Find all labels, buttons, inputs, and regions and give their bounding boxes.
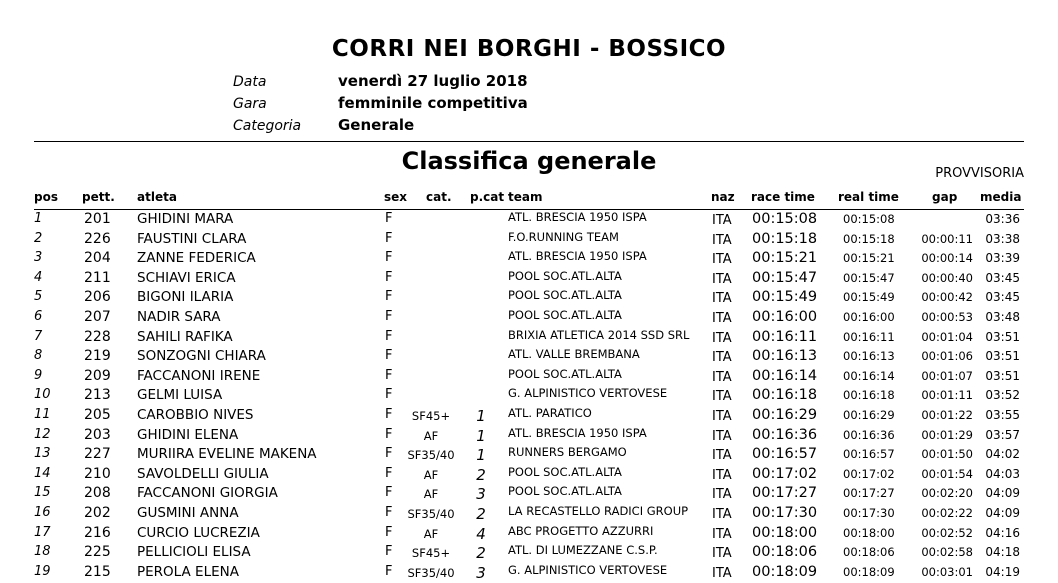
cell-category-position: 1: [476, 407, 486, 425]
cell-category: SF35/40: [407, 448, 455, 463]
cell-sex: F: [385, 485, 393, 501]
cell-nationality: ITA: [712, 252, 732, 268]
cell-athlete: GHIDINI ELENA: [137, 426, 239, 443]
table-row: [0, 289, 1058, 309]
cell-real-time: 00:15:21: [843, 251, 895, 266]
cell-athlete: ZANNE FEDERICA: [137, 250, 256, 267]
cell-team: F.O.RUNNING TEAM: [508, 229, 619, 244]
cell-sex: F: [385, 309, 393, 324]
cell-pace: 03:51: [985, 349, 1020, 364]
cell-team: POOL SOC.ATL.ALTA: [508, 464, 622, 479]
cell-pos: 5: [34, 289, 43, 305]
table-row: [0, 387, 1058, 407]
cell-pos: 9: [34, 367, 43, 383]
cell-bib: 205: [84, 407, 111, 423]
cell-pos: 17: [34, 524, 51, 540]
cell-sex: F: [385, 426, 393, 442]
cell-pos: 11: [34, 407, 51, 422]
cell-real-time: 00:15:08: [843, 212, 895, 226]
cell-bib: 215: [84, 563, 111, 580]
cell-nationality: ITA: [712, 389, 732, 405]
cell-nationality: ITA: [712, 546, 732, 562]
cell-race-time: 00:17:27: [752, 485, 818, 502]
cell-pace: 03:38: [985, 231, 1020, 246]
cell-pace: 03:57: [985, 427, 1020, 442]
cell-nationality: ITA: [712, 291, 732, 307]
cell-team: RUNNERS BERGAMO: [508, 445, 627, 460]
cell-nationality: ITA: [712, 467, 732, 483]
cell-category: SF35/40: [407, 507, 455, 521]
cell-team: G. ALPINISTICO VERTOVESE: [508, 386, 668, 401]
cell-category: SF35/40: [407, 565, 455, 580]
cell-real-time: 00:15:18: [843, 231, 895, 246]
meta-value-data: venerdì 27 luglio 2018: [338, 72, 528, 90]
cell-nationality: ITA: [712, 409, 732, 424]
cell-category: AF: [423, 467, 439, 482]
cell-pace: 03:39: [985, 251, 1020, 266]
cell-real-time: 00:18:09: [843, 564, 895, 579]
cell-pos: 13: [34, 446, 51, 462]
cell-gap: 00:00:11: [921, 231, 973, 246]
cell-real-time: 00:16:18: [843, 388, 895, 403]
cell-race-time: 00:15:21: [752, 250, 818, 267]
status-label: PROVVISORIA: [935, 166, 1024, 181]
cell-nationality: ITA: [712, 330, 732, 346]
table-row: [0, 329, 1058, 349]
cell-team: ATL. PARATICO: [508, 406, 592, 420]
cell-race-time: 00:15:08: [752, 211, 818, 227]
cell-bib: 228: [84, 328, 111, 345]
divider-top: [34, 141, 1024, 142]
cell-real-time: 00:18:00: [843, 525, 895, 540]
cell-sex: F: [385, 407, 393, 422]
cell-bib: 225: [84, 544, 111, 561]
cell-real-time: 00:15:47: [843, 270, 895, 285]
cell-team: LA RECASTELLO RADICI GROUP: [508, 504, 689, 518]
cell-athlete: FACCANONI IRENE: [137, 367, 261, 384]
cell-race-time: 00:17:30: [752, 505, 818, 521]
cell-category-position: 2: [476, 544, 486, 563]
cell-nationality: ITA: [712, 448, 732, 464]
cell-race-time: 00:18:06: [752, 544, 818, 561]
cell-pace: 03:51: [985, 329, 1020, 344]
cell-gap: 00:01:29: [921, 427, 973, 442]
cell-nationality: ITA: [712, 487, 732, 503]
cell-pos: 14: [34, 465, 51, 481]
cell-pace: 04:16: [985, 525, 1020, 540]
cell-race-time: 00:16:13: [752, 348, 818, 365]
cell-sex: F: [385, 230, 393, 246]
cell-race-time: 00:18:09: [752, 563, 818, 580]
cell-gap: 00:01:04: [921, 329, 973, 344]
cell-team: G. ALPINISTICO VERTOVESE: [508, 562, 668, 577]
cell-athlete: SONZOGNI CHIARA: [137, 348, 266, 365]
cell-category: SF45+: [411, 409, 451, 423]
cell-category-position: 2: [476, 505, 486, 523]
cell-pace: 04:09: [985, 486, 1020, 501]
cell-pos: 3: [34, 250, 43, 266]
cell-pace: 04:18: [985, 545, 1020, 560]
header-atleta: atleta: [137, 190, 177, 204]
cell-category-position: 3: [476, 485, 486, 504]
cell-bib: 227: [84, 446, 111, 463]
header-cat: cat.: [426, 190, 452, 204]
cell-bib: 211: [84, 269, 111, 286]
cell-bib: 210: [84, 465, 111, 482]
cell-pos: 6: [34, 309, 43, 324]
cell-bib: 209: [84, 367, 111, 384]
table-row: [0, 485, 1058, 505]
cell-team: ABC PROGETTO AZZURRI: [508, 523, 654, 538]
cell-team: ATL. BRESCIA 1950 ISPA: [508, 210, 647, 224]
cell-sex: F: [385, 367, 393, 383]
cell-athlete: SCHIAVI ERICA: [137, 269, 236, 286]
cell-gap: 00:02:22: [921, 506, 973, 520]
cell-athlete: FAUSTINI CLARA: [137, 230, 247, 247]
table-row: [0, 231, 1058, 251]
cell-nationality: ITA: [712, 507, 732, 522]
cell-team: ATL. BRESCIA 1950 ISPA: [508, 249, 647, 264]
cell-race-time: 00:16:29: [752, 407, 818, 423]
cell-gap: 00:01:50: [921, 447, 973, 462]
cell-pace: 04:09: [985, 506, 1020, 520]
cell-gap: 00:00:42: [921, 290, 973, 305]
cell-bib: 213: [84, 387, 111, 404]
table-row: [0, 368, 1058, 388]
cell-pos: 19: [34, 563, 51, 579]
table-row: [0, 525, 1058, 545]
cell-pos: 18: [34, 544, 51, 560]
table-row: [0, 348, 1058, 368]
cell-nationality: ITA: [712, 565, 732, 581]
cell-gap: 00:01:07: [921, 368, 973, 383]
cell-team: ATL. DI LUMEZZANE C.S.P.: [508, 543, 658, 558]
cell-real-time: 00:17:30: [843, 506, 895, 520]
cell-race-time: 00:17:02: [752, 465, 818, 482]
cell-real-time: 00:18:06: [843, 545, 895, 560]
cell-pace: 03:45: [985, 270, 1020, 285]
cell-athlete: CAROBBIO NIVES: [137, 407, 254, 423]
cell-gap: 00:01:06: [921, 349, 973, 364]
meta-label-data: Data: [233, 74, 267, 90]
cell-real-time: 00:16:36: [843, 427, 895, 442]
cell-sex: F: [385, 348, 393, 364]
table-row: [0, 250, 1058, 270]
header-pos: pos: [34, 190, 58, 204]
cell-athlete: FACCANONI GIORGIA: [137, 485, 278, 502]
cell-team: ATL. VALLE BREMBANA: [508, 347, 640, 362]
cell-race-time: 00:16:36: [752, 426, 818, 443]
meta-label-gara: Gara: [233, 96, 267, 112]
cell-gap: 00:01:22: [921, 408, 973, 422]
cell-sex: F: [385, 211, 393, 226]
cell-bib: 206: [84, 289, 111, 306]
cell-pos: 1: [34, 211, 43, 226]
cell-gap: 00:01:11: [921, 388, 973, 403]
cell-sex: F: [385, 269, 393, 285]
section-title: Classifica generale: [401, 147, 657, 175]
cell-athlete: MURIIRA EVELINE MAKENA: [137, 446, 317, 463]
cell-pace: 03:55: [985, 408, 1020, 422]
cell-bib: 216: [84, 524, 111, 541]
cell-pos: 2: [34, 230, 43, 246]
cell-pos: 10: [34, 387, 51, 403]
table-row: [0, 270, 1058, 290]
cell-bib: 226: [84, 230, 111, 247]
cell-bib: 219: [84, 348, 111, 365]
cell-athlete: PELLICIOLI ELISA: [137, 544, 251, 561]
cell-bib: 204: [84, 250, 111, 267]
table-row: [0, 544, 1058, 564]
cell-category-position: 3: [476, 563, 486, 582]
cell-category-position: 1: [476, 426, 486, 445]
cell-gap: 00:00:14: [921, 251, 973, 266]
cell-race-time: 00:15:47: [752, 269, 818, 286]
cell-real-time: 00:16:57: [843, 447, 895, 462]
cell-athlete: PEROLA ELENA: [137, 563, 239, 580]
cell-category-position: 2: [476, 465, 486, 484]
cell-nationality: ITA: [712, 271, 732, 287]
cell-category-position: 4: [476, 524, 486, 543]
meta-value-gara: femminile competitiva: [338, 94, 528, 112]
cell-sex: F: [385, 446, 393, 462]
cell-pos: 12: [34, 426, 51, 442]
cell-pos: 15: [34, 485, 51, 501]
table-row: [0, 466, 1058, 486]
cell-gap: 00:00:53: [921, 310, 973, 324]
cell-athlete: BIGONI ILARIA: [137, 289, 234, 306]
cell-nationality: ITA: [712, 232, 732, 248]
cell-pos: 4: [34, 269, 43, 285]
cell-nationality: ITA: [712, 526, 732, 542]
cell-athlete: CURCIO LUCREZIA: [137, 524, 260, 541]
cell-gap: 00:02:58: [921, 545, 973, 560]
cell-real-time: 00:16:29: [843, 408, 895, 422]
cell-pace: 04:02: [985, 447, 1020, 462]
cell-athlete: SAVOLDELLI GIULIA: [137, 465, 269, 482]
cell-pace: 03:51: [985, 368, 1020, 383]
cell-bib: 207: [84, 309, 111, 325]
cell-sex: F: [385, 250, 393, 266]
header-race-time: race time: [751, 190, 815, 204]
cell-race-time: 00:18:00: [752, 524, 818, 541]
cell-real-time: 00:17:02: [843, 466, 895, 481]
cell-pos: 7: [34, 328, 43, 344]
cell-real-time: 00:16:14: [843, 368, 895, 383]
table-row: [0, 564, 1058, 583]
cell-race-time: 00:15:18: [752, 230, 818, 247]
cell-nationality: ITA: [712, 350, 732, 366]
cell-team: POOL SOC.ATL.ALTA: [508, 366, 622, 381]
cell-pace: 03:36: [985, 212, 1020, 226]
cell-team: ATL. BRESCIA 1950 ISPA: [508, 425, 647, 440]
cell-category-position: 1: [476, 446, 486, 465]
header-naz: naz: [711, 190, 735, 204]
cell-race-time: 00:16:14: [752, 367, 818, 384]
cell-sex: F: [385, 524, 393, 540]
cell-nationality: ITA: [712, 428, 732, 444]
cell-team: POOL SOC.ATL.ALTA: [508, 308, 622, 322]
cell-race-time: 00:15:49: [752, 289, 818, 306]
header-team: team: [508, 190, 543, 204]
table-row: [0, 407, 1058, 427]
meta-value-categoria: Generale: [338, 116, 415, 134]
cell-bib: 201: [84, 211, 111, 227]
cell-sex: F: [385, 505, 393, 520]
header-sex: sex: [384, 190, 408, 204]
cell-nationality: ITA: [712, 213, 732, 228]
cell-race-time: 00:16:11: [752, 328, 818, 345]
cell-real-time: 00:17:27: [843, 486, 895, 501]
cell-pace: 04:19: [985, 564, 1020, 579]
cell-sex: F: [385, 328, 393, 344]
cell-sex: F: [385, 563, 393, 579]
cell-sex: F: [385, 289, 393, 305]
header-pcat: p.cat: [470, 190, 505, 204]
cell-gap: 00:00:40: [921, 270, 973, 285]
page-title: CORRI NEI BORGHI - BOSSICO: [331, 36, 727, 62]
cell-team: POOL SOC.ATL.ALTA: [508, 288, 622, 303]
cell-nationality: ITA: [712, 369, 732, 385]
table-row: [0, 309, 1058, 329]
cell-gap: 00:03:01: [921, 564, 973, 579]
cell-race-time: 00:16:18: [752, 387, 818, 404]
cell-bib: 203: [84, 426, 111, 443]
cell-sex: F: [385, 387, 393, 403]
table-row: [0, 427, 1058, 447]
cell-bib: 202: [84, 505, 111, 521]
cell-athlete: GHIDINI MARA: [137, 211, 234, 227]
cell-pace: 03:52: [985, 388, 1020, 403]
cell-team: POOL SOC.ATL.ALTA: [508, 484, 622, 499]
cell-real-time: 00:16:11: [843, 329, 895, 344]
cell-nationality: ITA: [712, 311, 732, 326]
table-row: [0, 505, 1058, 525]
cell-team: BRIXIA ATLETICA 2014 SSD SRL: [508, 327, 690, 342]
cell-sex: F: [385, 465, 393, 481]
cell-athlete: GUSMINI ANNA: [137, 505, 239, 521]
cell-category: AF: [423, 526, 439, 541]
cell-real-time: 00:16:00: [843, 310, 895, 324]
cell-gap: 00:02:52: [921, 525, 973, 540]
cell-athlete: NADIR SARA: [137, 309, 221, 325]
cell-race-time: 00:16:00: [752, 309, 818, 325]
header-real-time: real time: [838, 190, 899, 204]
cell-category: AF: [423, 428, 439, 443]
cell-bib: 208: [84, 485, 111, 502]
cell-gap: 00:01:54: [921, 466, 973, 481]
table-row: [0, 211, 1058, 231]
header-media: media: [980, 190, 1022, 204]
cell-pos: 8: [34, 348, 43, 364]
cell-pace: 04:03: [985, 466, 1020, 481]
cell-real-time: 00:15:49: [843, 290, 895, 305]
cell-athlete: SAHILI RAFIKA: [137, 328, 233, 345]
cell-sex: F: [385, 544, 393, 560]
meta-label-categoria: Categoria: [233, 118, 302, 134]
header-pett: pett.: [82, 190, 115, 204]
cell-real-time: 00:16:13: [843, 349, 895, 364]
cell-pos: 16: [34, 505, 51, 520]
cell-pace: 03:45: [985, 290, 1020, 305]
cell-category: AF: [423, 487, 439, 502]
cell-gap: 00:02:20: [921, 486, 973, 501]
cell-category: SF45+: [411, 546, 451, 561]
cell-race-time: 00:16:57: [752, 446, 818, 463]
cell-pace: 03:48: [985, 310, 1020, 324]
table-row: [0, 446, 1058, 466]
cell-athlete: GELMI LUISA: [137, 387, 223, 404]
cell-team: POOL SOC.ATL.ALTA: [508, 268, 622, 283]
header-gap: gap: [932, 190, 958, 204]
